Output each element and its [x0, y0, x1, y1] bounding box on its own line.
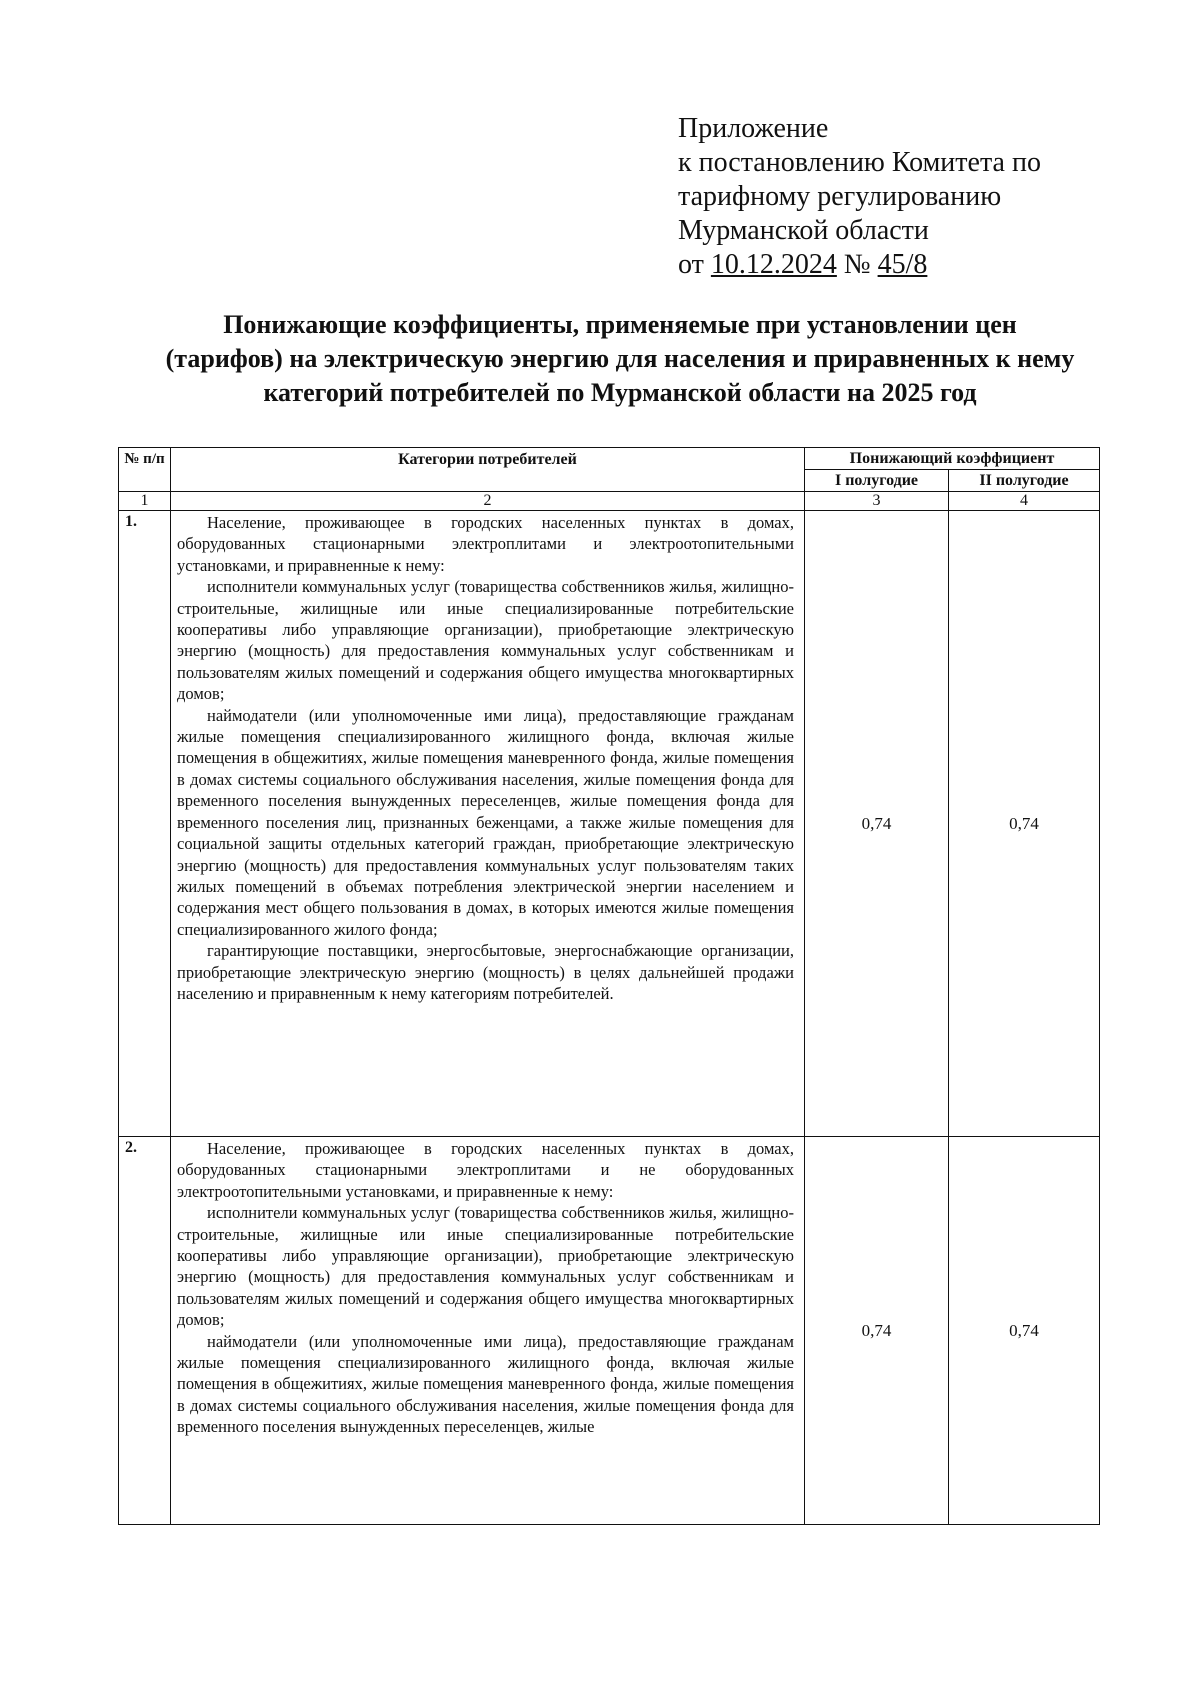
- column-number-row: [119, 492, 1100, 511]
- appendix-line: тарифному регулированию: [678, 181, 1002, 212]
- appendix-line: Мурманской области: [678, 215, 929, 246]
- appendix-date-line: [678, 248, 1041, 282]
- table-row: [119, 1137, 1100, 1525]
- category-paragraph: Население, проживающее в городских населенных пунктах в домах, оборудованных стационарными электроплитами и электроотопительными установками, и приравненные к нему:: [177, 513, 794, 575]
- category-paragraph: исполнители коммунальных услуг (товарищества собственников жилья, жилищно-строительные, жилищные или иные специализированные потребительские кооперативы либо управляющие организации), приобретающие электрическую энергию (мощность) для предоставления коммунальных услуг собственникам и пользователям жилых помещений и содержания общего имущества многоквартирных домов;: [177, 577, 794, 704]
- header-num: № п/п: [119, 448, 171, 492]
- category-cell: [171, 511, 805, 1137]
- header-category: Категории потребителей: [171, 448, 805, 492]
- title-line: категорий потребителей по Мурманской области на 2025 год: [263, 378, 977, 407]
- category-cell: [171, 1137, 805, 1525]
- appendix-line: к постановлению Комитета по: [678, 147, 1041, 178]
- title-line: Понижающие коэффициенты, применяемые при установлении цен: [223, 310, 1017, 339]
- number-prefix: №: [836, 249, 878, 280]
- coefficient-half2: 0,74: [949, 1137, 1100, 1525]
- resolution-number: 45/8: [877, 249, 928, 280]
- date-prefix: от: [678, 249, 711, 280]
- appendix-line: Приложение: [678, 113, 829, 144]
- resolution-date: 10.12.2024: [710, 249, 837, 280]
- coefficient-half2: 0,74: [949, 511, 1100, 1137]
- header-half2: II полугодие: [949, 470, 1100, 492]
- appendix-header: [678, 112, 1041, 282]
- row-number: 2.: [119, 1137, 171, 1525]
- category-paragraph: исполнители коммунальных услуг (товарищества собственников жилья, жилищно-строительные, жилищные или иные специализированные потребительские кооперативы либо управляющие организации), приобретающие электрическую энергию (мощность) для предоставления коммунальных услуг собственникам и пользователям жилых помещений и содержания общего имущества многоквартирных домов;: [177, 1203, 794, 1330]
- column-number: 2: [171, 492, 805, 511]
- coefficient-half1: 0,74: [805, 1137, 949, 1525]
- title-line: (тарифов) на электрическую энергию для населения и приравненных к нему: [165, 344, 1075, 373]
- header-half1: I полугодие: [805, 470, 949, 492]
- category-paragraph: наймодатели (или уполномоченные ими лица), предоставляющие гражданам жилые помещения специализированного жилищного фонда, включая жилые помещения в общежитиях, жилые помещения маневренного фонда, жилые помещения в домах системы социального обслуживания населения, жилые помещения фонда для временного поселения вынужденных переселенцев, жилые: [177, 1331, 794, 1437]
- coefficients-table: [118, 447, 1100, 1525]
- column-number: 3: [805, 492, 949, 511]
- header-coefficient: Понижающий коэффициент: [805, 448, 1100, 470]
- document-title: [120, 308, 1120, 410]
- category-paragraph: гарантирующие поставщики, энергосбытовые, энергоснабжающие организации, приобретающие электрическую энергию (мощность) в целях дальнейшей продажи населению и приравненным к нему категориям потребителей.: [177, 941, 794, 1003]
- coefficient-half1: 0,74: [805, 511, 949, 1137]
- column-number: 1: [119, 492, 171, 511]
- category-paragraph: наймодатели (или уполномоченные ими лица), предоставляющие гражданам жилые помещения специализированного жилищного фонда, включая жилые помещения в общежитиях, жилые помещения маневренного фонда, жилые помещения в домах системы социального обслуживания населения, жилые помещения фонда для временного поселения вынужденных переселенцев, жилые помещения фонда для временного поселения лиц, признанных беженцами, а также жилые помещения для социальной защиты отдельных категорий граждан, приобретающие электрическую энергию (мощность) для предоставления коммунальных услуг пользователям таких жилых помещений в объемах потребления электрической энергии населением и содержания мест общего пользования в домах, в которых имеются жилые помещения специализированного жилого фонда;: [177, 705, 794, 939]
- column-number: 4: [949, 492, 1100, 511]
- category-paragraph: Население, проживающее в городских населенных пунктах в домах, оборудованных стационарными электроплитами и не оборудованных электроотопительными установками, и приравненные к нему:: [177, 1139, 794, 1201]
- row-number: 1.: [119, 511, 171, 1137]
- table-row: [119, 511, 1100, 1137]
